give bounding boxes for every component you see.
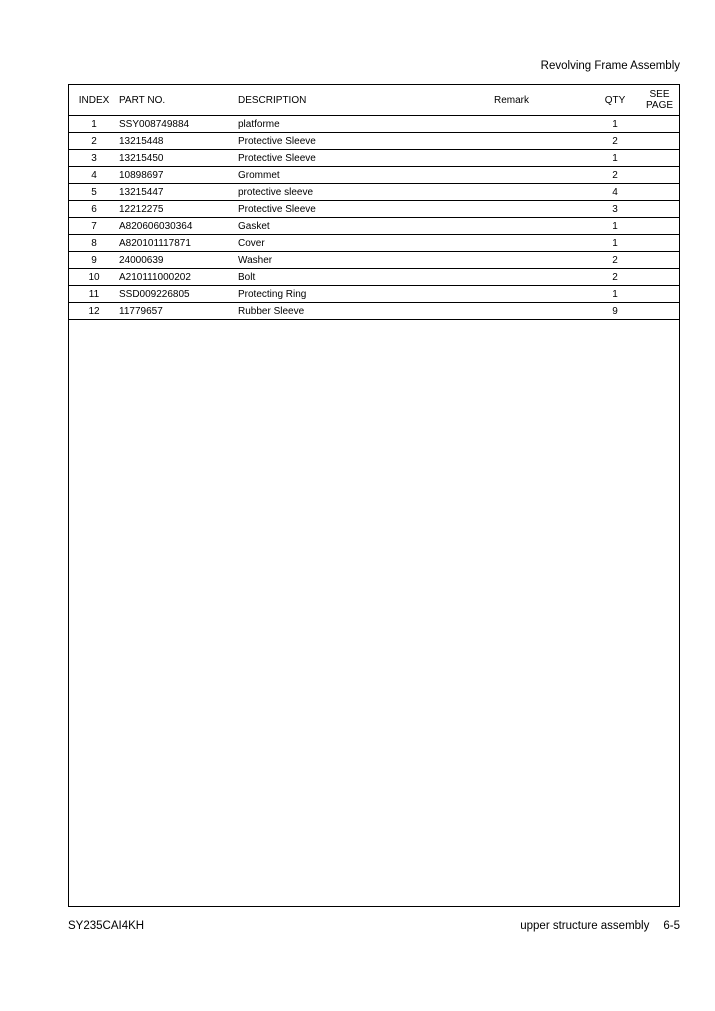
row-qty: 1 <box>590 218 640 235</box>
row-qty: 1 <box>590 286 640 303</box>
row-part-no: A820606030364 <box>119 218 238 235</box>
table-row <box>69 150 679 167</box>
row-qty: 1 <box>590 150 640 167</box>
row-qty: 3 <box>590 201 640 218</box>
row-part-no: 12212275 <box>119 201 238 218</box>
row-index: 2 <box>69 133 119 150</box>
table-row <box>69 235 679 252</box>
table-row <box>69 133 679 150</box>
row-see-page <box>640 167 679 184</box>
table-row <box>69 116 679 133</box>
row-index: 3 <box>69 150 119 167</box>
row-index: 9 <box>69 252 119 269</box>
row-description: Bolt <box>238 269 494 286</box>
col-remark-header: Remark <box>494 85 590 116</box>
row-remark <box>494 235 590 252</box>
row-part-no: 13215450 <box>119 150 238 167</box>
parts-table <box>69 85 679 320</box>
page-title: Revolving Frame Assembly <box>540 60 680 72</box>
row-see-page <box>640 303 679 320</box>
row-part-no: A210111000202 <box>119 269 238 286</box>
row-qty: 2 <box>590 133 640 150</box>
row-index: 11 <box>69 286 119 303</box>
row-index: 12 <box>69 303 119 320</box>
row-see-page <box>640 116 679 133</box>
row-remark <box>494 150 590 167</box>
row-description: Protective Sleeve <box>238 133 494 150</box>
row-remark <box>494 167 590 184</box>
row-remark <box>494 269 590 286</box>
col-index-header: INDEX <box>69 85 119 116</box>
row-part-no: 24000639 <box>119 252 238 269</box>
row-see-page <box>640 286 679 303</box>
row-qty: 9 <box>590 303 640 320</box>
see-page-line1: SEE <box>649 89 670 100</box>
table-row <box>69 286 679 303</box>
row-description: Cover <box>238 235 494 252</box>
row-description: platforme <box>238 116 494 133</box>
row-part-no: SSY008749884 <box>119 116 238 133</box>
row-index: 5 <box>69 184 119 201</box>
row-part-no: 13215447 <box>119 184 238 201</box>
footer-section-info <box>520 920 680 932</box>
row-index: 7 <box>69 218 119 235</box>
row-qty: 2 <box>590 252 640 269</box>
row-qty: 2 <box>590 167 640 184</box>
row-index: 8 <box>69 235 119 252</box>
table-row <box>69 252 679 269</box>
row-description: Grommet <box>238 167 494 184</box>
table-row <box>69 303 679 320</box>
parts-table-body <box>69 116 679 320</box>
row-part-no: A820101117871 <box>119 235 238 252</box>
row-see-page <box>640 269 679 286</box>
row-remark <box>494 133 590 150</box>
row-remark <box>494 286 590 303</box>
row-qty: 2 <box>590 269 640 286</box>
table-row <box>69 167 679 184</box>
row-description: Protective Sleeve <box>238 201 494 218</box>
row-qty: 1 <box>590 116 640 133</box>
row-see-page <box>640 201 679 218</box>
row-remark <box>494 218 590 235</box>
col-description-header: DESCRIPTION <box>238 85 494 116</box>
row-remark <box>494 116 590 133</box>
row-part-no: 10898697 <box>119 167 238 184</box>
page-number: 6-5 <box>663 920 680 932</box>
row-qty: 1 <box>590 235 640 252</box>
row-see-page <box>640 150 679 167</box>
row-description: protective sleeve <box>238 184 494 201</box>
row-part-no: 13215448 <box>119 133 238 150</box>
row-description: Protective Sleeve <box>238 150 494 167</box>
col-qty-header: QTY <box>590 85 640 116</box>
row-index: 4 <box>69 167 119 184</box>
row-description: Protecting Ring <box>238 286 494 303</box>
row-see-page <box>640 235 679 252</box>
table-row <box>69 201 679 218</box>
row-index: 10 <box>69 269 119 286</box>
row-part-no: SSD009226805 <box>119 286 238 303</box>
footer-section: upper structure assembly <box>520 920 650 932</box>
row-index: 6 <box>69 201 119 218</box>
table-row <box>69 184 679 201</box>
row-remark <box>494 252 590 269</box>
row-remark <box>494 184 590 201</box>
row-see-page <box>640 218 679 235</box>
row-description: Gasket <box>238 218 494 235</box>
see-page-line2: PAGE <box>645 100 674 111</box>
row-qty: 4 <box>590 184 640 201</box>
row-description: Rubber Sleeve <box>238 303 494 320</box>
parts-list-frame <box>68 84 680 907</box>
row-see-page <box>640 184 679 201</box>
row-index: 1 <box>69 116 119 133</box>
footer-model: SY235CAI4KH <box>68 920 145 932</box>
row-see-page <box>640 252 679 269</box>
table-row <box>69 218 679 235</box>
table-header-row <box>69 85 679 116</box>
col-part-no-header: PART NO. <box>119 85 238 116</box>
table-row <box>69 269 679 286</box>
row-description: Washer <box>238 252 494 269</box>
row-see-page <box>640 133 679 150</box>
row-part-no: 11779657 <box>119 303 238 320</box>
col-see-page-header <box>640 85 679 116</box>
row-remark <box>494 201 590 218</box>
row-remark <box>494 303 590 320</box>
